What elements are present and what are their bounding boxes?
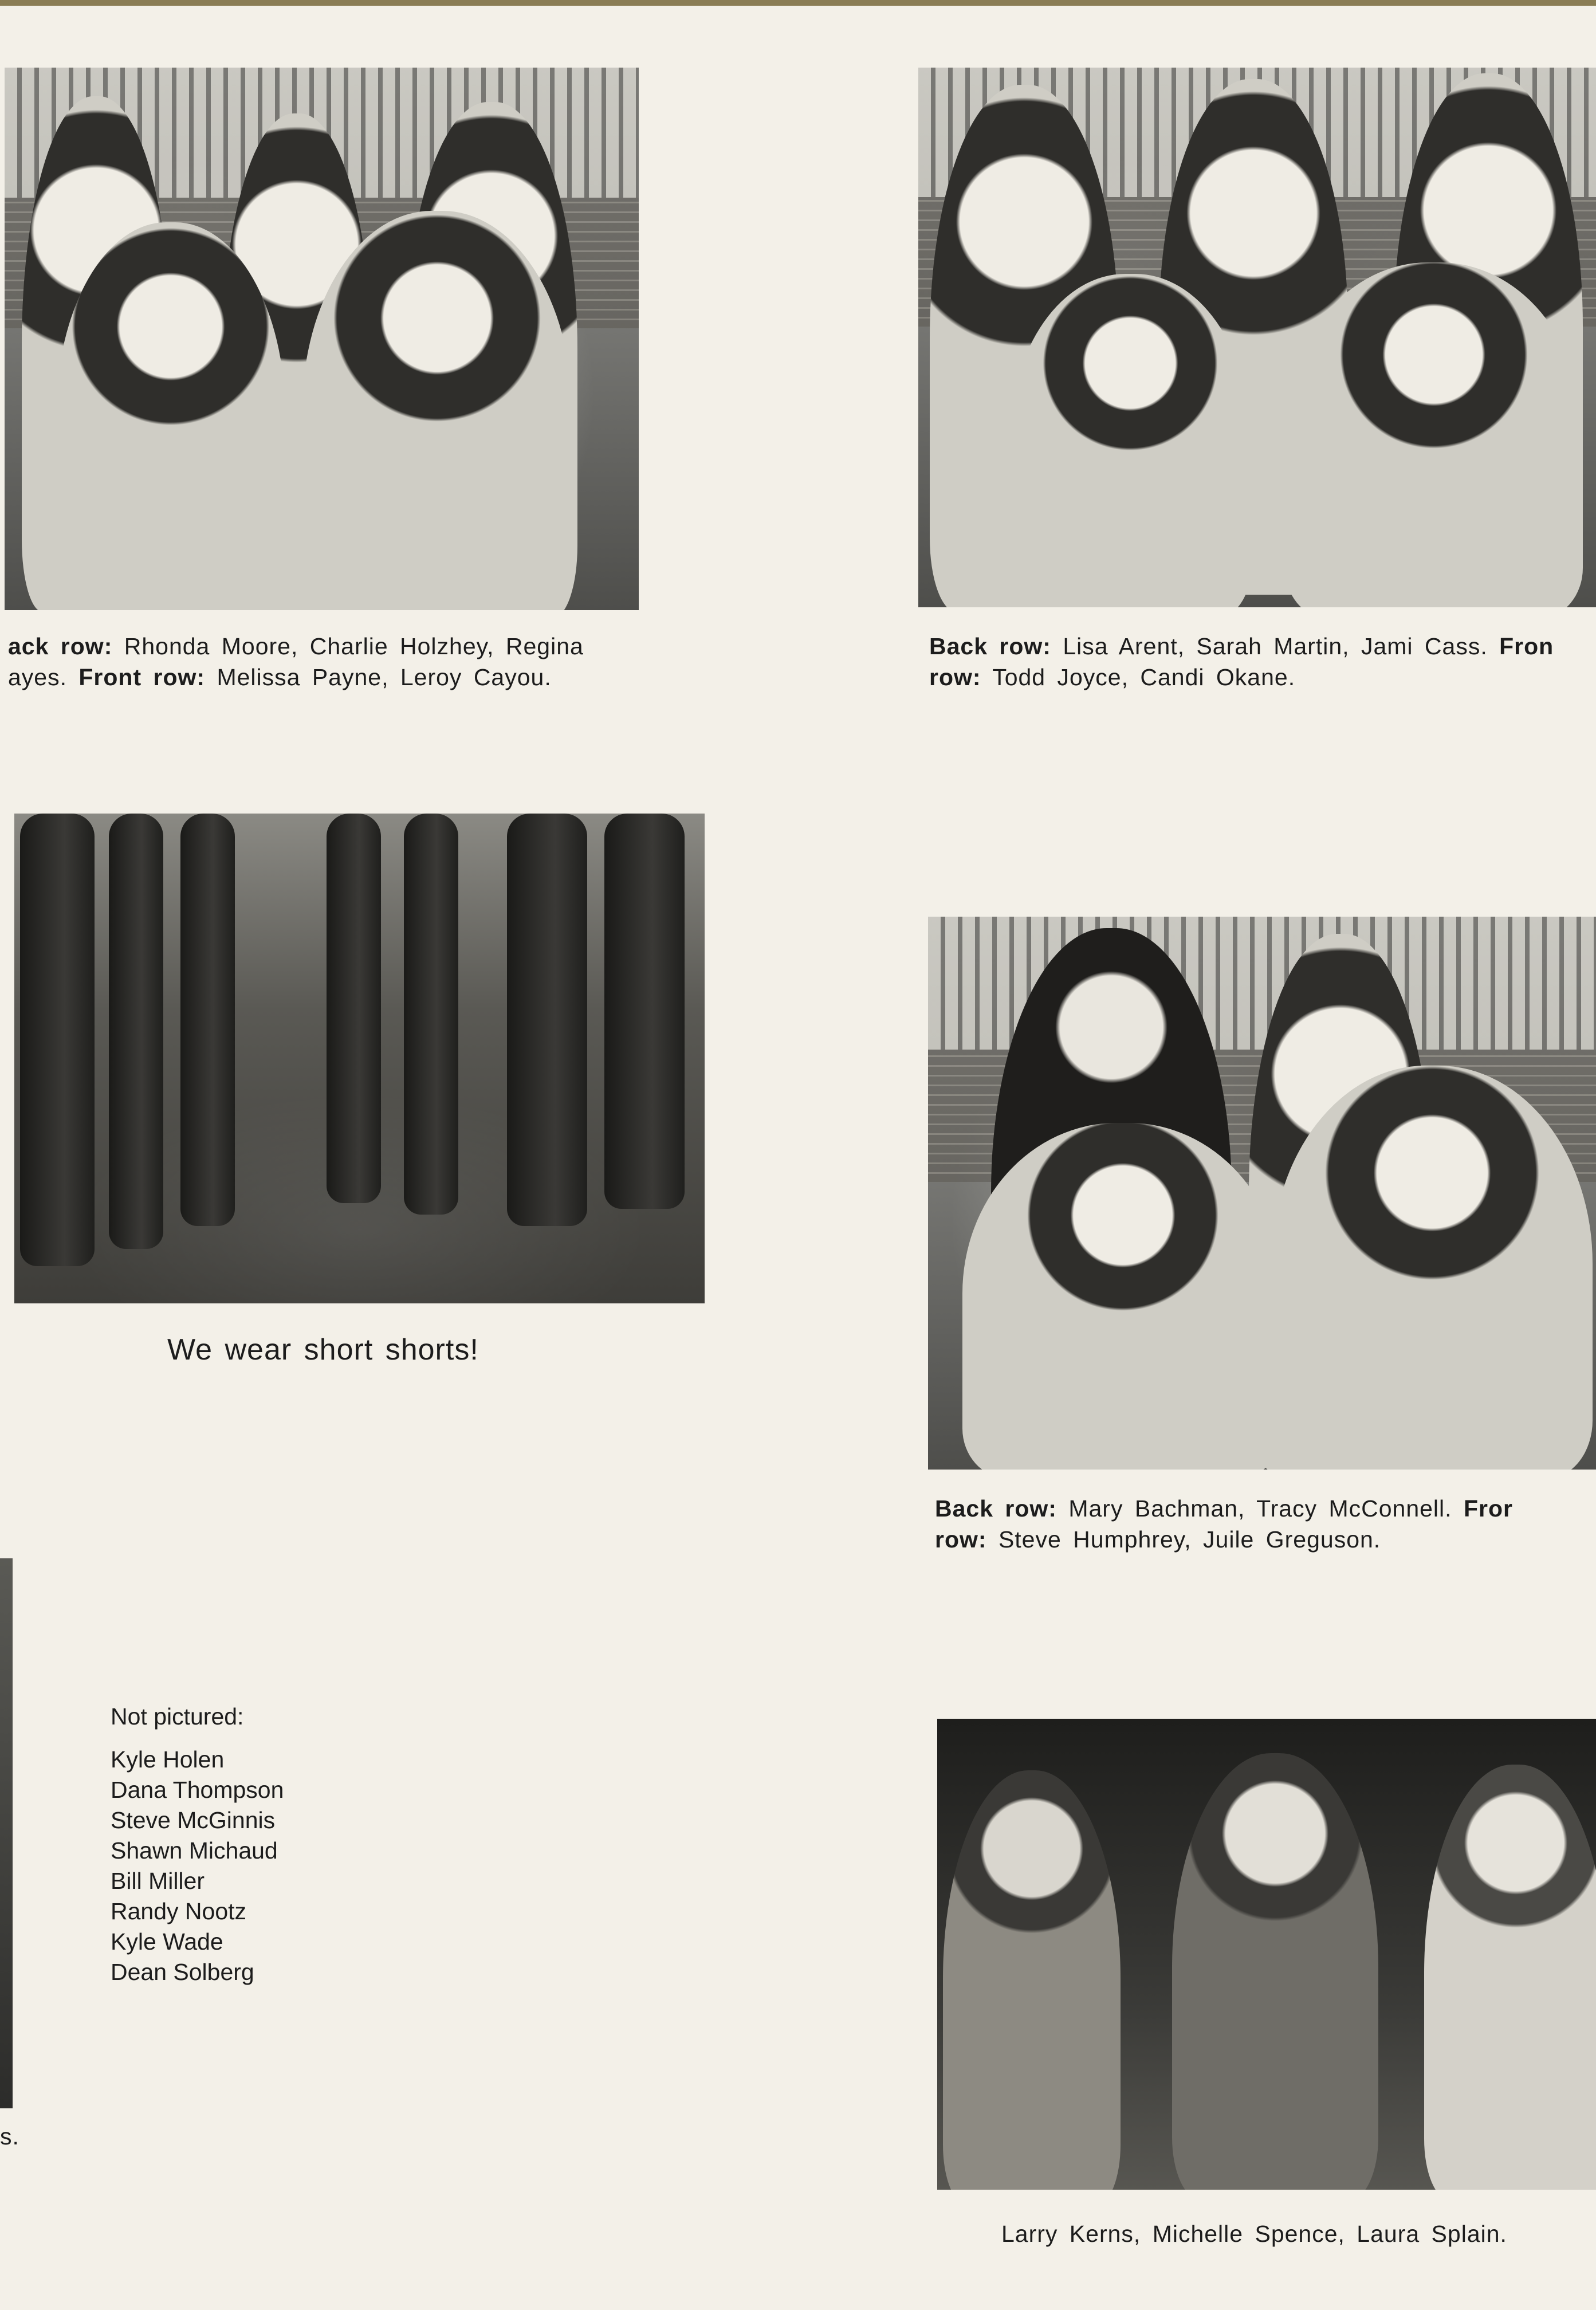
list-item: Kyle Wade	[111, 1928, 223, 1955]
list-item: Kyle Holen	[111, 1746, 225, 1773]
caption-label-front-row: Fror	[1463, 1495, 1513, 1522]
leg-shape	[604, 814, 685, 1209]
caption-label-front-row: row:	[929, 664, 981, 690]
caption-label-front-row: Fron	[1499, 633, 1554, 659]
leg-shape	[20, 814, 95, 1266]
caption-group-3	[935, 1493, 1513, 1555]
caption-group-1	[8, 631, 584, 693]
leg-shape	[507, 814, 587, 1226]
caption-label-back-row: Back row:	[935, 1495, 1057, 1522]
not-pictured-heading: Not pictured:	[111, 1703, 244, 1730]
caption-names: Lisa Arent, Sarah Martin, Jami Cass.	[1051, 633, 1500, 659]
person-figure	[1424, 1765, 1596, 2190]
group-photo-2	[918, 68, 1596, 607]
leg-shape	[404, 814, 458, 1215]
list-item: Randy Nootz	[111, 1898, 247, 1924]
caption-label-back-row: ack row:	[8, 633, 113, 659]
caption-label-back-row: Back row:	[929, 633, 1051, 659]
caption-names: Todd Joyce, Candi Okane.	[981, 664, 1296, 690]
group-photo-4	[937, 1719, 1596, 2190]
caption-names: Rhonda Moore, Charlie Holzhey, Regina	[112, 633, 584, 659]
person-figure	[1285, 262, 1583, 607]
group-photo-3	[928, 917, 1596, 1470]
leg-shape	[327, 814, 381, 1203]
leg-shape	[109, 814, 163, 1249]
person-figure	[1172, 1753, 1378, 2190]
caption-group-4: Larry Kerns, Michelle Spence, Laura Splain.	[1001, 2221, 1507, 2247]
list-item: Dana Thompson	[111, 1777, 284, 1803]
adjacent-page-caption-edge: s.	[0, 2123, 19, 2150]
person-figure	[1010, 274, 1251, 607]
caption-names: ayes.	[8, 664, 79, 690]
leg-shape	[180, 814, 235, 1226]
page-top-edge	[0, 0, 1596, 6]
person-figure	[1272, 1066, 1593, 1470]
not-pictured-list	[111, 1702, 284, 1987]
person-figure	[56, 222, 285, 610]
caption-names: Mary Bachman, Tracy McConnell.	[1056, 1495, 1464, 1522]
caption-names: Steve Humphrey, Juile Greguson.	[986, 1526, 1381, 1553]
legs-photo	[14, 814, 705, 1303]
caption-names: Melissa Payne, Leroy Cayou.	[205, 664, 552, 690]
adjacent-page-photo-edge	[0, 1558, 13, 2108]
caption-label-front-row: Front row:	[78, 664, 206, 690]
list-item: Shawn Michaud	[111, 1837, 278, 1864]
person-figure	[943, 1770, 1121, 2190]
group-photo-1	[5, 68, 639, 610]
caption-label-front-row: row:	[935, 1526, 987, 1553]
list-item: Dean Solberg	[111, 1959, 254, 1985]
person-figure	[962, 1123, 1283, 1470]
caption-group-2	[929, 631, 1554, 693]
list-item: Bill Miller	[111, 1868, 205, 1894]
caption-legs-photo: We wear short shorts!	[167, 1333, 479, 1366]
person-figure	[302, 211, 572, 610]
not-pictured-names	[111, 1745, 284, 1987]
list-item: Steve McGinnis	[111, 1807, 276, 1833]
